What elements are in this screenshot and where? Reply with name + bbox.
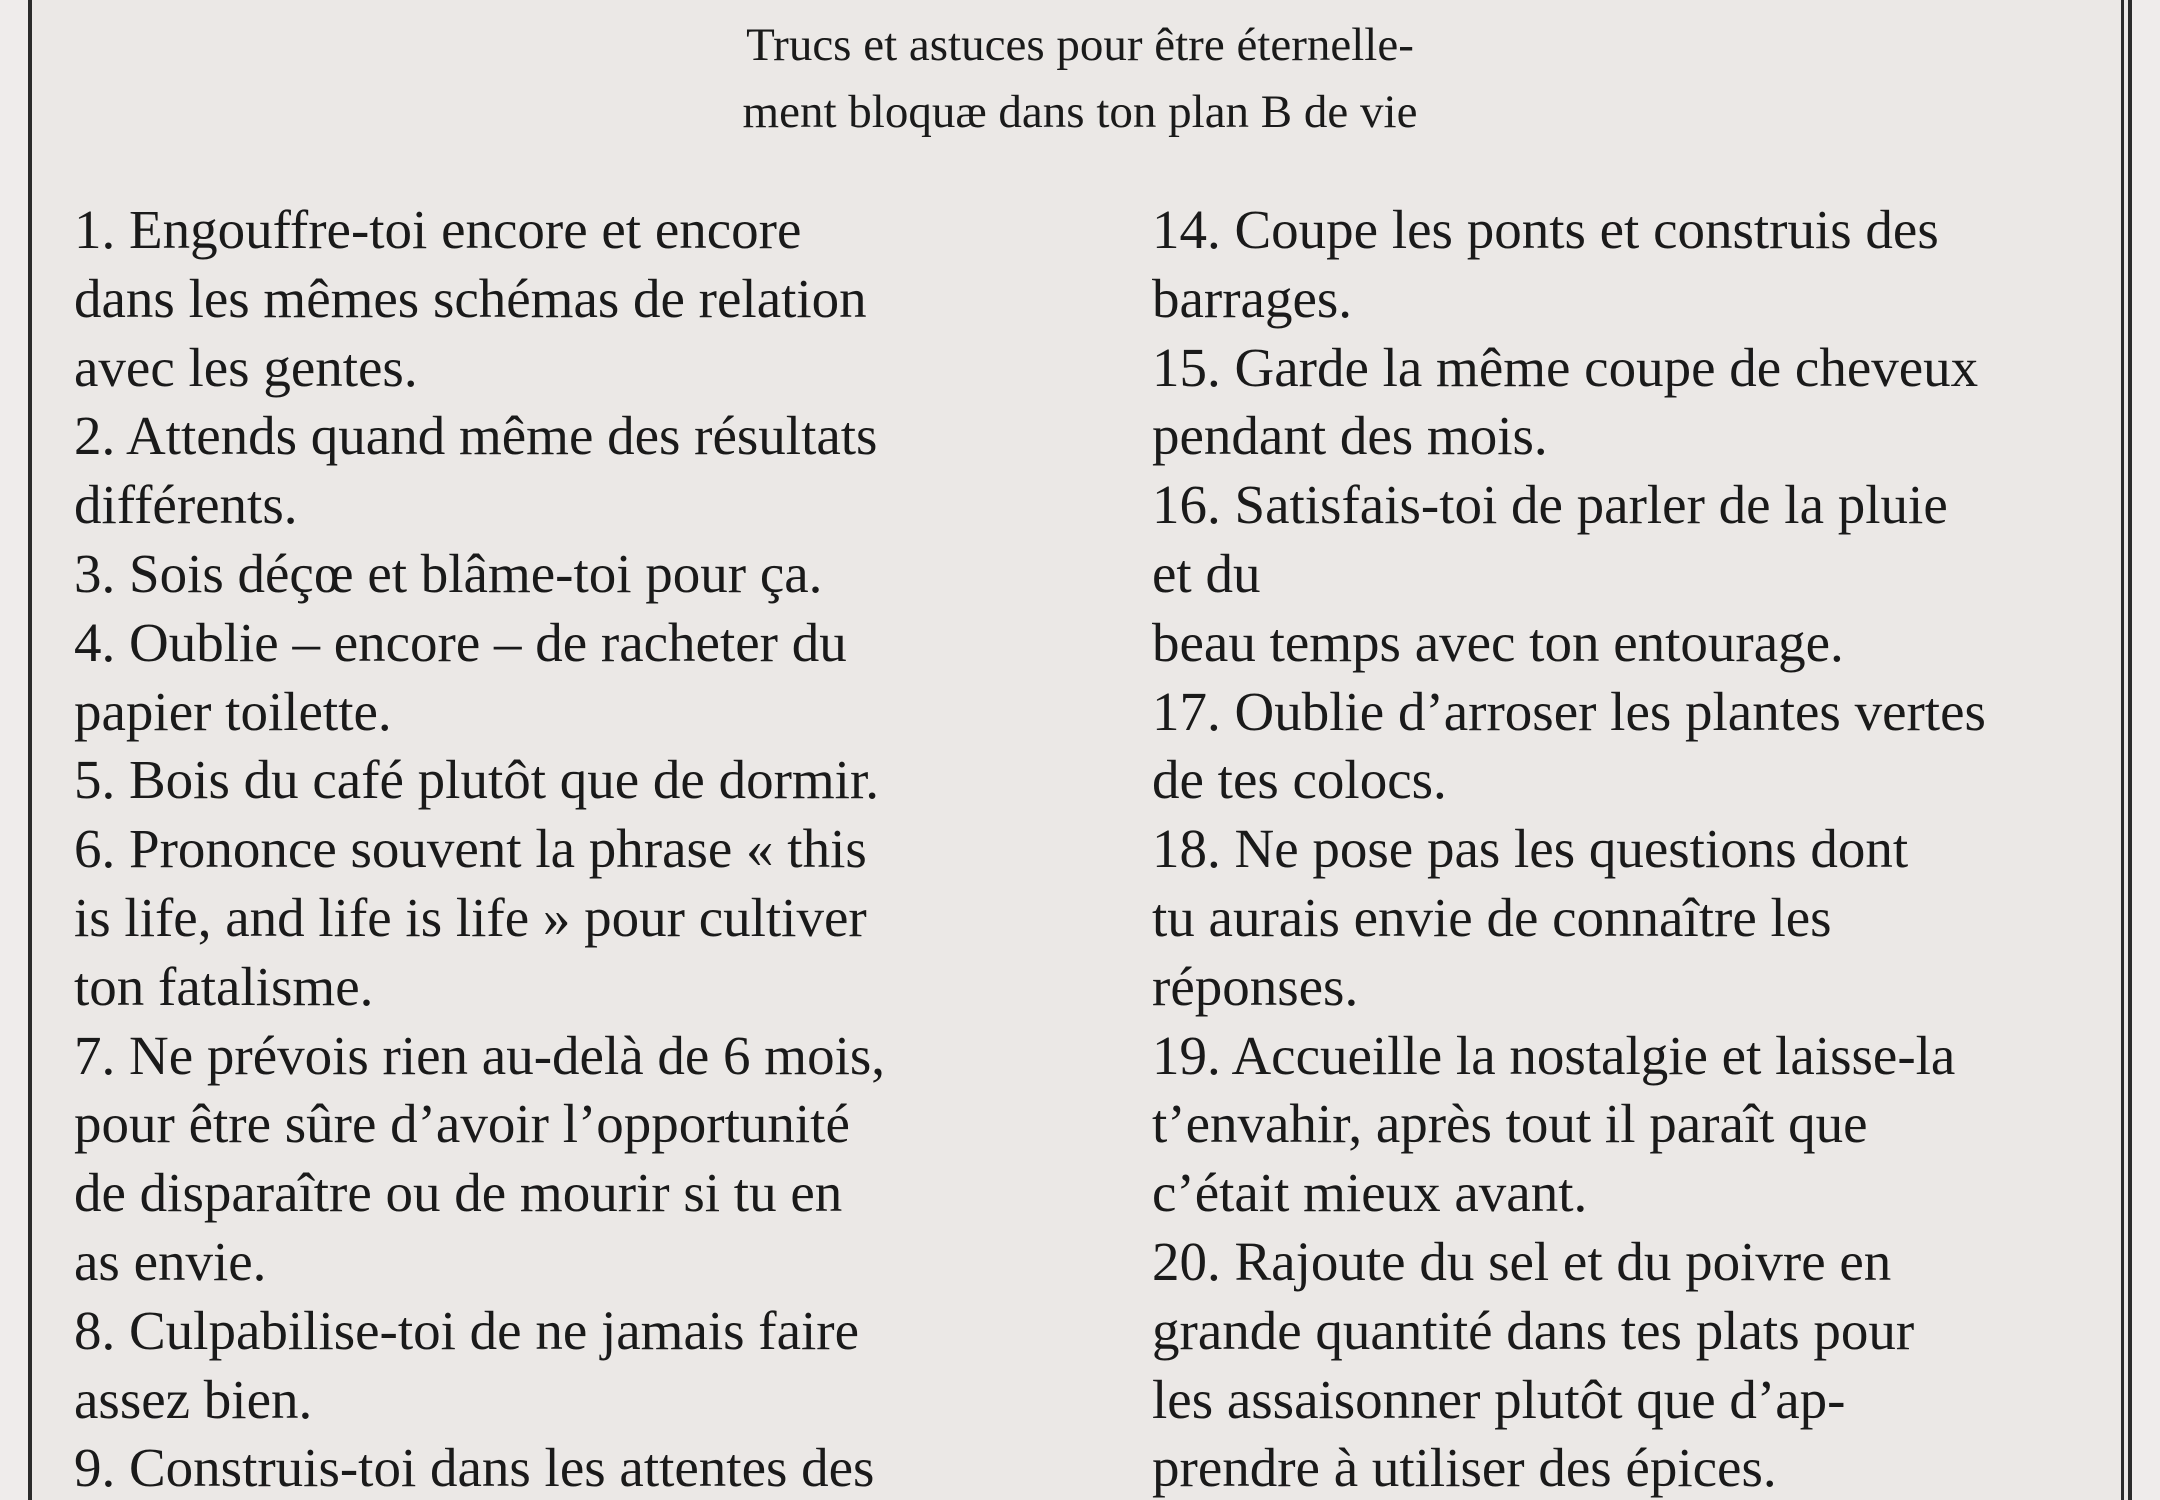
list-item-line: 1. Engouffre-toi encore et encore (74, 199, 802, 260)
list-item (1152, 678, 2142, 816)
list-item-line: différents. (74, 474, 298, 536)
list-item (74, 609, 1054, 747)
list-item-line: 5. Bois du café plutôt que de dormir. (74, 749, 879, 811)
list-item-line: 16. Satisfais-toi de parler de la pluie (1152, 474, 1948, 536)
list-item (74, 746, 1054, 815)
list-item (74, 1434, 1054, 1500)
list-item-line: 3. Sois déçœ et blâme-toi pour ça. (74, 542, 823, 604)
right-border-rule (2121, 0, 2124, 1500)
list-item-line: réponses. (1152, 955, 1359, 1017)
list-item-line: 14. Coupe les ponts et construis des (1152, 199, 1939, 260)
list-item (1152, 196, 2142, 334)
list-item-line: tu aurais envie de connaître les (1152, 886, 1832, 948)
list-item-line: 15. Garde la même coupe de cheveux (1152, 336, 1979, 398)
list-item-line: c’était mieux avant. (1152, 1162, 1588, 1224)
list-item-line: 19. Accueille la nostalgie et laisse-la (1152, 1024, 1956, 1086)
list-item-line: ton fatalisme. (74, 955, 374, 1017)
list-item (74, 402, 1054, 540)
list-item-line: 2. Attends quand même des résultats (74, 405, 878, 467)
list-item-line: 17. Oublie d’arroser les plantes vertes (1152, 680, 1986, 742)
list-item (74, 540, 1054, 609)
list-item (1152, 815, 2142, 1021)
list-item-line: 7. Ne prévois rien au-delà de 6 mois, (74, 1024, 886, 1086)
list-item-line: pendant des mois. (1152, 405, 1548, 467)
list-item-line: de tes colocs. (1152, 749, 1447, 811)
list-item-line: papier toilette. (74, 680, 392, 742)
list-item (74, 196, 1054, 402)
document-page (28, 0, 2132, 1500)
list-item-line: les assaisonner plutôt que d’ap- (1152, 1368, 1846, 1430)
list-item (1152, 1228, 2142, 1500)
list-item (74, 815, 1054, 1021)
list-item-line: 6. Prononce souvent la phrase « this (74, 818, 867, 880)
document-title (32, 12, 2128, 146)
list-item-line: 9. Construis-toi dans les attentes des (74, 1437, 875, 1499)
list-item (1152, 334, 2142, 472)
list-item-line: as envie. (74, 1230, 267, 1292)
list-item (1152, 1022, 2142, 1228)
right-column (1152, 196, 2142, 1500)
list-item-line: 18. Ne pose pas les questions dont (1152, 818, 1909, 880)
list-item-line: avec les gentes. (74, 336, 418, 398)
list-item-line: 8. Culpabilise-toi de ne jamais faire (74, 1299, 860, 1361)
list-item-line: 4. Oublie – encore – de racheter du (74, 611, 847, 673)
list-item-line: pour être sûre d’avoir l’opportunité (74, 1093, 850, 1155)
title-line-2: ment bloquæ dans ton plan B de vie (742, 86, 1418, 138)
list-item (1152, 471, 2142, 677)
list-item-line: t’envahir, après tout il paraît que (1152, 1093, 1868, 1155)
list-item (74, 1297, 1054, 1435)
list-item (74, 1022, 1054, 1297)
list-item-line: assez bien. (74, 1368, 313, 1430)
list-item-line: beau temps avec ton entourage. (1152, 611, 1844, 673)
title-line-1: Trucs et astuces pour être éternelle- (746, 19, 1414, 71)
list-item-line: dans les mêmes schémas de relation (74, 267, 867, 329)
list-item-line: de disparaître ou de mourir si tu en (74, 1162, 843, 1224)
list-item-line: 20. Rajoute du sel et du poivre en (1152, 1230, 1892, 1292)
left-column (74, 196, 1054, 1500)
list-item-line: et du (1152, 542, 1261, 604)
list-item-line: prendre à utiliser des épices. (1152, 1437, 1777, 1499)
list-item-line: grande quantité dans tes plats pour (1152, 1299, 1915, 1361)
list-item-line: barrages. (1152, 267, 1353, 329)
list-item-line: is life, and life is life » pour cultiver (74, 886, 867, 948)
